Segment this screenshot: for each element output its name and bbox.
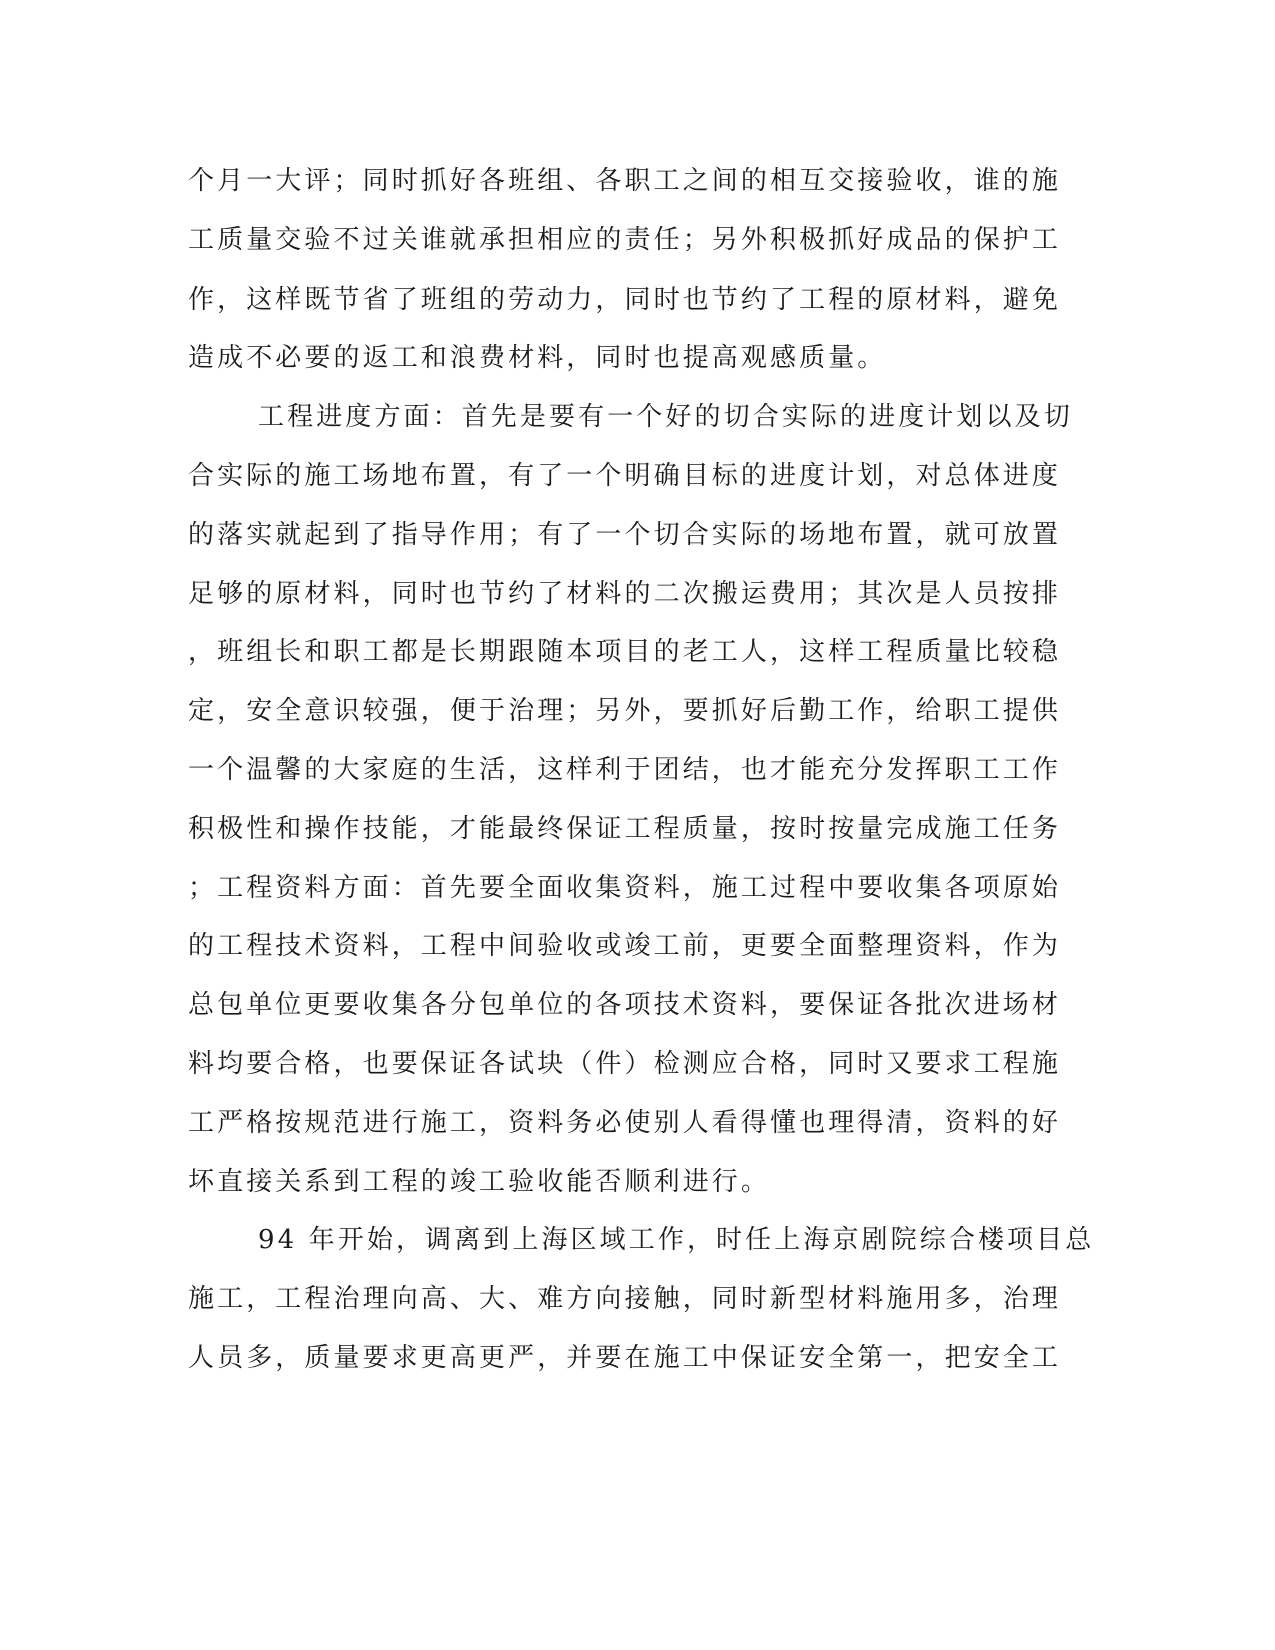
text-line: 坏直接关系到工程的竣工验收能否顺利进行。 — [188, 1167, 771, 1197]
text-line: 合实际的施工场地布置，有了一个明确目标的进度计划，对总体进度 — [188, 461, 1062, 491]
text-line: 施工，工程治理向高、大、难方向接触，同时新型材料施用多，治理 — [188, 1284, 1062, 1314]
text-line: 的工程技术资料，工程中间验收或竣工前，更要全面整理资料，作为 — [188, 931, 1062, 961]
text-line: 积极性和操作技能，才能最终保证工程质量，按时按量完成施工任务 — [188, 814, 1062, 844]
text-line: 工质量交验不过关谁就承担相应的责任；另外积极抓好成品的保护工 — [188, 225, 1062, 255]
text-line: 个月一大评；同时抓好各班组、各职工之间的相互交接验收，谁的施 — [188, 166, 1062, 196]
text-line: 作，这样既节省了班组的劳动力，同时也节约了工程的原材料，避免 — [188, 285, 1062, 315]
text-line: 总包单位更要收集各分包单位的各项技术资料，要保证各批次进场材 — [188, 990, 1062, 1020]
text-line: 造成不必要的返工和浪费材料，同时也提高观感质量。 — [188, 343, 887, 373]
text-line: ，班组长和职工都是长期跟随本项目的老工人，这样工程质量比较稳 — [188, 637, 1062, 667]
text-line: 工严格按规范进行施工，资料务必使别人看得懂也理得清，资料的好 — [188, 1108, 1062, 1138]
text-line: 足够的原材料，同时也节约了材料的二次搬运费用；其次是人员按排 — [188, 579, 1062, 609]
text-line: 一个温馨的大家庭的生活，这样利于团结，也才能充分发挥职工工作 — [188, 755, 1062, 785]
paragraph-first-line: 94 年开始，调离到上海区域工作，时任上海京剧院综合楼项目总 — [258, 1225, 1095, 1255]
text-line: 人员多，质量要求更高更严，并要在施工中保证安全第一，把安全工 — [188, 1343, 1062, 1373]
text-line: 料均要合格，也要保证各试块（件）检测应合格，同时又要求工程施 — [188, 1049, 1062, 1079]
paragraph-first-line: 工程进度方面：首先是要有一个好的切合实际的进度计划以及切 — [258, 402, 1073, 432]
text-line: ；工程资料方面：首先要全面收集资料，施工过程中要收集各项原始 — [188, 873, 1062, 903]
text-line: 定，安全意识较强，便于治理；另外，要抓好后勤工作，给职工提供 — [188, 696, 1062, 726]
text-line: 的落实就起到了指导作用；有了一个切合实际的场地布置，就可放置 — [188, 520, 1062, 550]
